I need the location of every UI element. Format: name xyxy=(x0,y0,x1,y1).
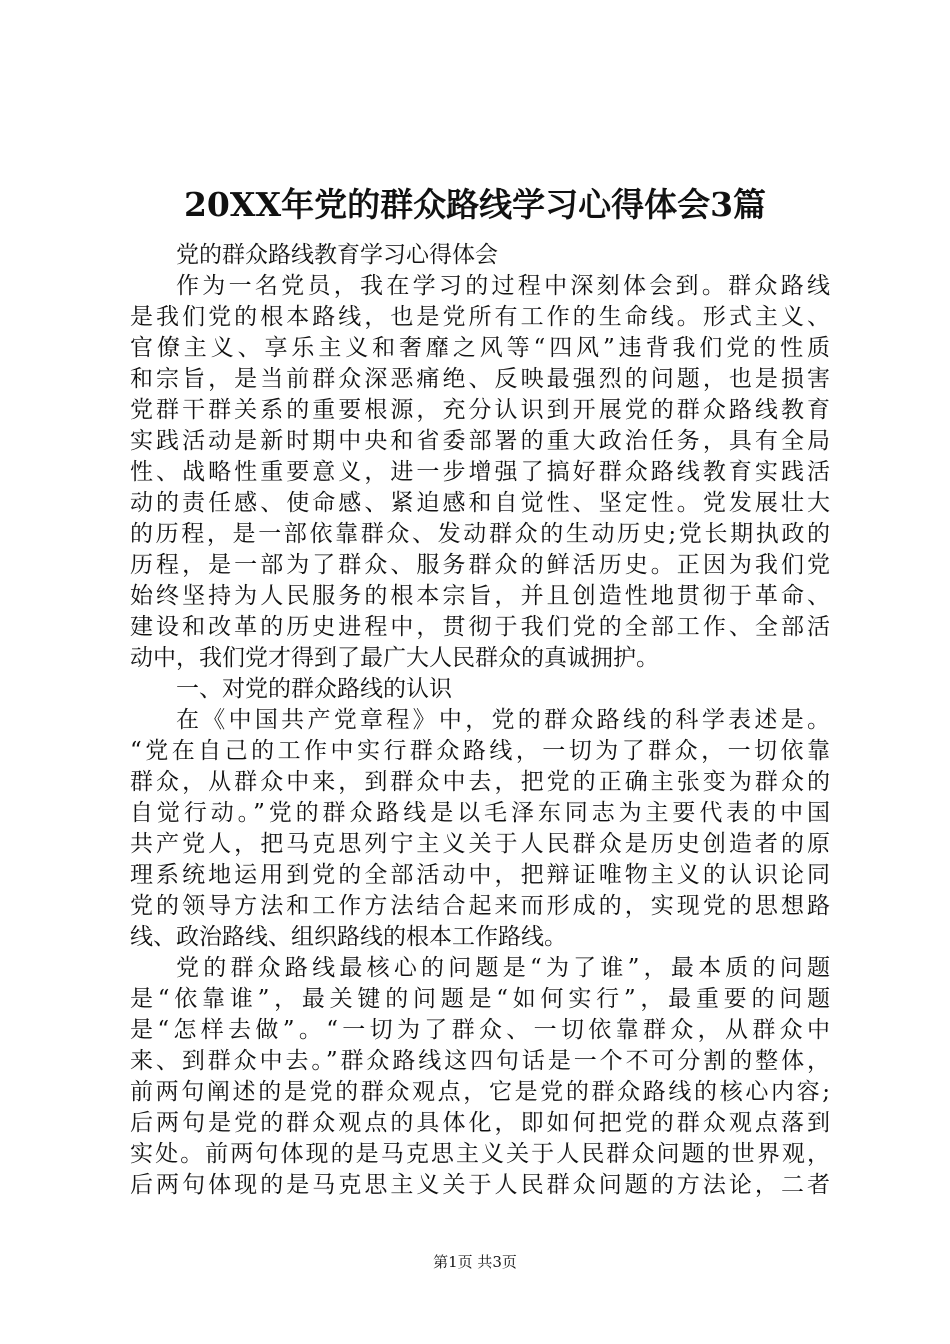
body-text-line: 共产党人，把马克思列宁主义关于人民群众是历史创造者的原 xyxy=(130,831,830,857)
body-text-line: 和宗旨，是当前群众深恶痛绝、反映最强烈的问题，也是损害 xyxy=(130,366,830,392)
document-body xyxy=(130,240,830,1201)
body-text-line: 线、政治路线、组织路线的根本工作路线。 xyxy=(130,924,567,950)
page-footer: 第1页 共3页 xyxy=(433,1253,517,1271)
body-text-line: 历程，是一部为了群众、服务群众的鲜活历史。正因为我们党 xyxy=(130,552,830,578)
body-text-line: 是“怎样去做”。“一切为了群众、一切依靠群众，从群众中 xyxy=(130,1017,830,1043)
body-text-line: 前两句阐述的是党的群众观点，它是党的群众路线的核心内容; xyxy=(130,1079,830,1105)
body-text-line: 后两句是党的群众观点的具体化，即如何把党的群众观点落到 xyxy=(130,1110,830,1136)
body-text-line: 实践活动是新时期中央和省委部署的重大政治任务，具有全局 xyxy=(130,428,830,454)
body-text-line: 群众，从群众中来，到群众中去，把党的正确主张变为群众的 xyxy=(130,769,830,795)
body-text-line: 理系统地运用到党的全部活动中，把辩证唯物主义的认识论同 xyxy=(130,862,830,888)
body-text-line: 在《中国共产党章程》中，党的群众路线的科学表述是。 xyxy=(176,707,830,733)
body-text-line: 动中，我们党才得到了最广大人民群众的真诚拥护。 xyxy=(130,645,659,671)
body-text-line: 官僚主义、享乐主义和奢靡之风等“四风”违背我们党的性质 xyxy=(130,335,830,361)
body-text-line: “党在自己的工作中实行群众路线，一切为了群众，一切依靠 xyxy=(130,738,830,764)
body-text-line: 来、到群众中去。”群众路线这四句话是一个不可分割的整体， xyxy=(130,1048,830,1074)
body-text-line: 党的群众路线最核心的问题是“为了谁”，最本质的问题 xyxy=(176,955,830,981)
body-text-line: 一、对党的群众路线的认识 xyxy=(176,676,452,702)
body-text-line: 党的群众路线教育学习心得体会 xyxy=(176,242,498,268)
body-text-line: 动的责任感、使命感、紧迫感和自觉性、坚定性。党发展壮大 xyxy=(130,490,830,516)
body-text-line: 后两句体现的是马克思主义关于人民群众问题的方法论，二者 xyxy=(130,1172,830,1198)
body-text-line: 作为一名党员，我在学习的过程中深刻体会到。群众路线 xyxy=(176,273,830,299)
body-text-line: 实处。前两句体现的是马克思主义关于人民群众问题的世界观， xyxy=(130,1141,830,1167)
body-text-line: 性、战略性重要意义，进一步增强了搞好群众路线教育实践活 xyxy=(130,459,830,485)
body-text-line: 是“依靠谁”，最关键的问题是“如何实行”，最重要的问题 xyxy=(130,986,830,1012)
body-text-line: 建设和改革的历史进程中，贯彻于我们党的全部工作、全部活 xyxy=(130,614,830,640)
body-text-line: 党群干群关系的重要根源，充分认识到开展党的群众路线教育 xyxy=(130,397,830,423)
document-title: 20XX年党的群众路线学习心得体会3篇 xyxy=(183,185,767,224)
body-text-line: 始终坚持为人民服务的根本宗旨，并且创造性地贯彻于革命、 xyxy=(130,583,830,609)
body-text-line: 自觉行动。”党的群众路线是以毛泽东同志为主要代表的中国 xyxy=(130,800,830,826)
body-text-line: 的历程，是一部依靠群众、发动群众的生动历史;党长期执政的 xyxy=(130,521,830,547)
body-text-line: 是我们党的根本路线，也是党所有工作的生命线。形式主义、 xyxy=(130,304,830,330)
body-text-line: 党的领导方法和工作方法结合起来而形成的，实现党的思想路 xyxy=(130,893,830,919)
